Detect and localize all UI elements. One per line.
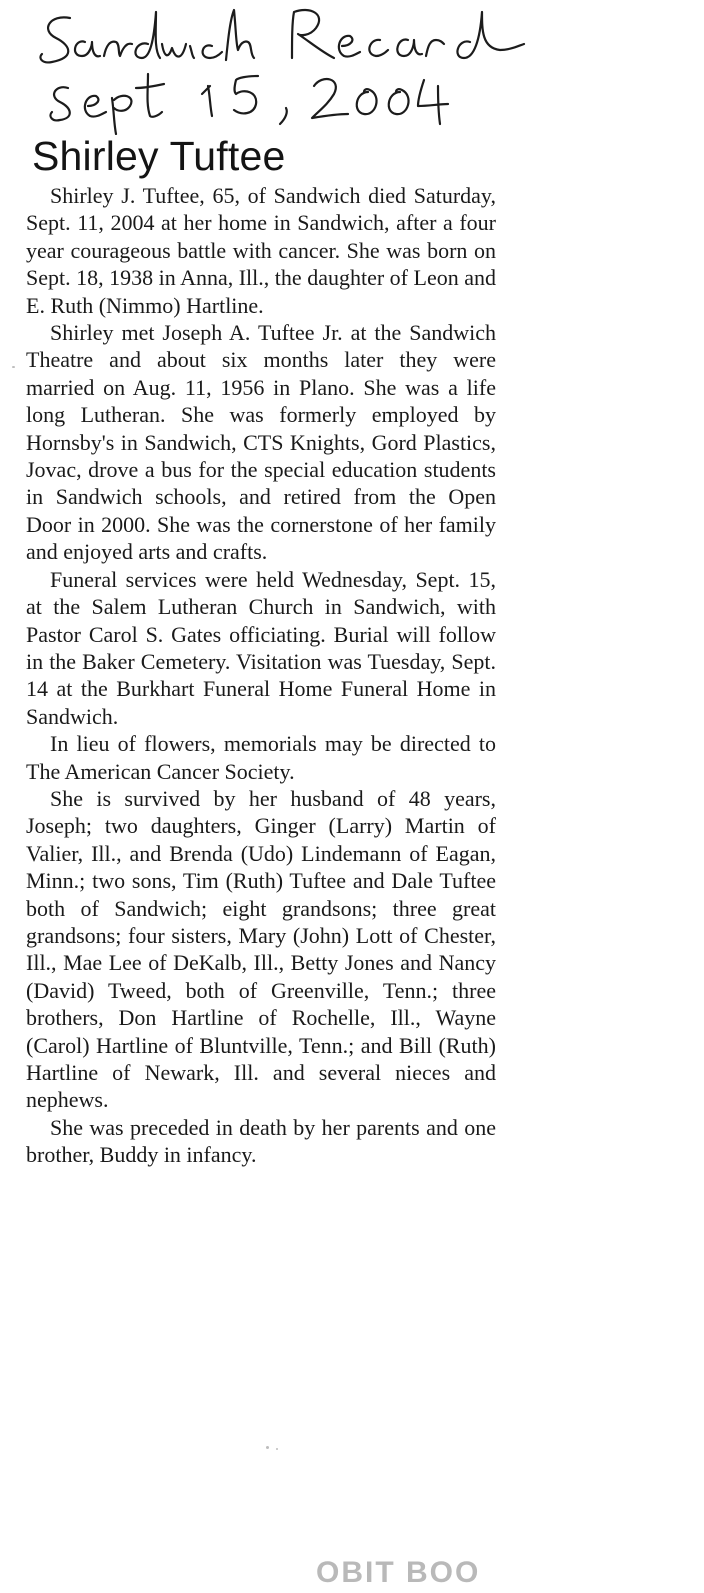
handwritten-annotation <box>30 0 550 135</box>
handwritten-note-drawing <box>30 0 550 135</box>
obituary-paragraph: Shirley met Joseph A. Tuftee Jr. at the Sandwich Theatre and about six months later they were married on Aug. 11, 1956 in Plano. She was a life long Lutheran. She was formerly employed by Hornsby's in Sandwich, CTS Knights, Gord Plastics, Jovac, drove a bus for the special education students in Sandwich schools, and retired from the Open Door in 2000. She was the cornerstone of her family and enjoyed arts and crafts. <box>26 320 496 565</box>
obituary-paragraph: In lieu of flowers, memorials may be directed to The American Cancer Society. <box>26 731 496 784</box>
obituary-paragraph: Shirley J. Tuftee, 65, of Sandwich died Saturday, Sept. 11, 2004 at her home in Sandwich, after a four year courageous battle with cancer. She was born on Sept. 18, 1938 in Anna, Ill., the daughter of Leon and E. Ruth (Nimmo) Hartline. <box>26 183 496 318</box>
obituary-paragraph: She was preceded in death by her parents and one brother, Buddy in infancy. <box>26 1114 496 1168</box>
obituary-body <box>26 182 496 1169</box>
obituary-headline: Shirley Tuftee <box>32 133 286 179</box>
obit-book-stamp: OBIT BOO <box>316 1556 481 1589</box>
scan-speck <box>276 1448 278 1450</box>
obituary-clipping <box>26 130 496 1169</box>
scan-speck <box>12 366 15 368</box>
obituary-paragraph: She is survived by her husband of 48 years, Joseph; two daughters, Ginger (Larry) Martin of Valier, Ill., and Brenda (Udo) Lindemann of Eagan, Minn.; two sons, Tim (Ruth) Tuftee and Dale Tuftee both of Sandwich; eight grandsons; three great grandsons; four sisters, Mary (John) Lott of Chester, Ill., Mae Lee of DeKalb, Ill., Betty Jones and Nancy (David) Tweed, both of Greenville, Tenn.; three brothers, Don Hartline of Rochelle, Ill., Wayne (Carol) Hartline of Bluntville, Tenn.; and Bill (Ruth) Hartline of Newark, Ill. and several nieces and nephews. <box>26 785 496 1113</box>
scan-speck <box>266 1446 269 1449</box>
obituary-paragraph: Funeral services were held Wednesday, Sept. 15, at the Salem Lutheran Church in Sandwich, with Pastor Carol S. Gates officiating. Burial will follow in the Baker Cemetery. Visitation was Tuesday, Sept. 14 at the Burkhart Funeral Home Funeral Home in Sandwich. <box>26 566 496 729</box>
